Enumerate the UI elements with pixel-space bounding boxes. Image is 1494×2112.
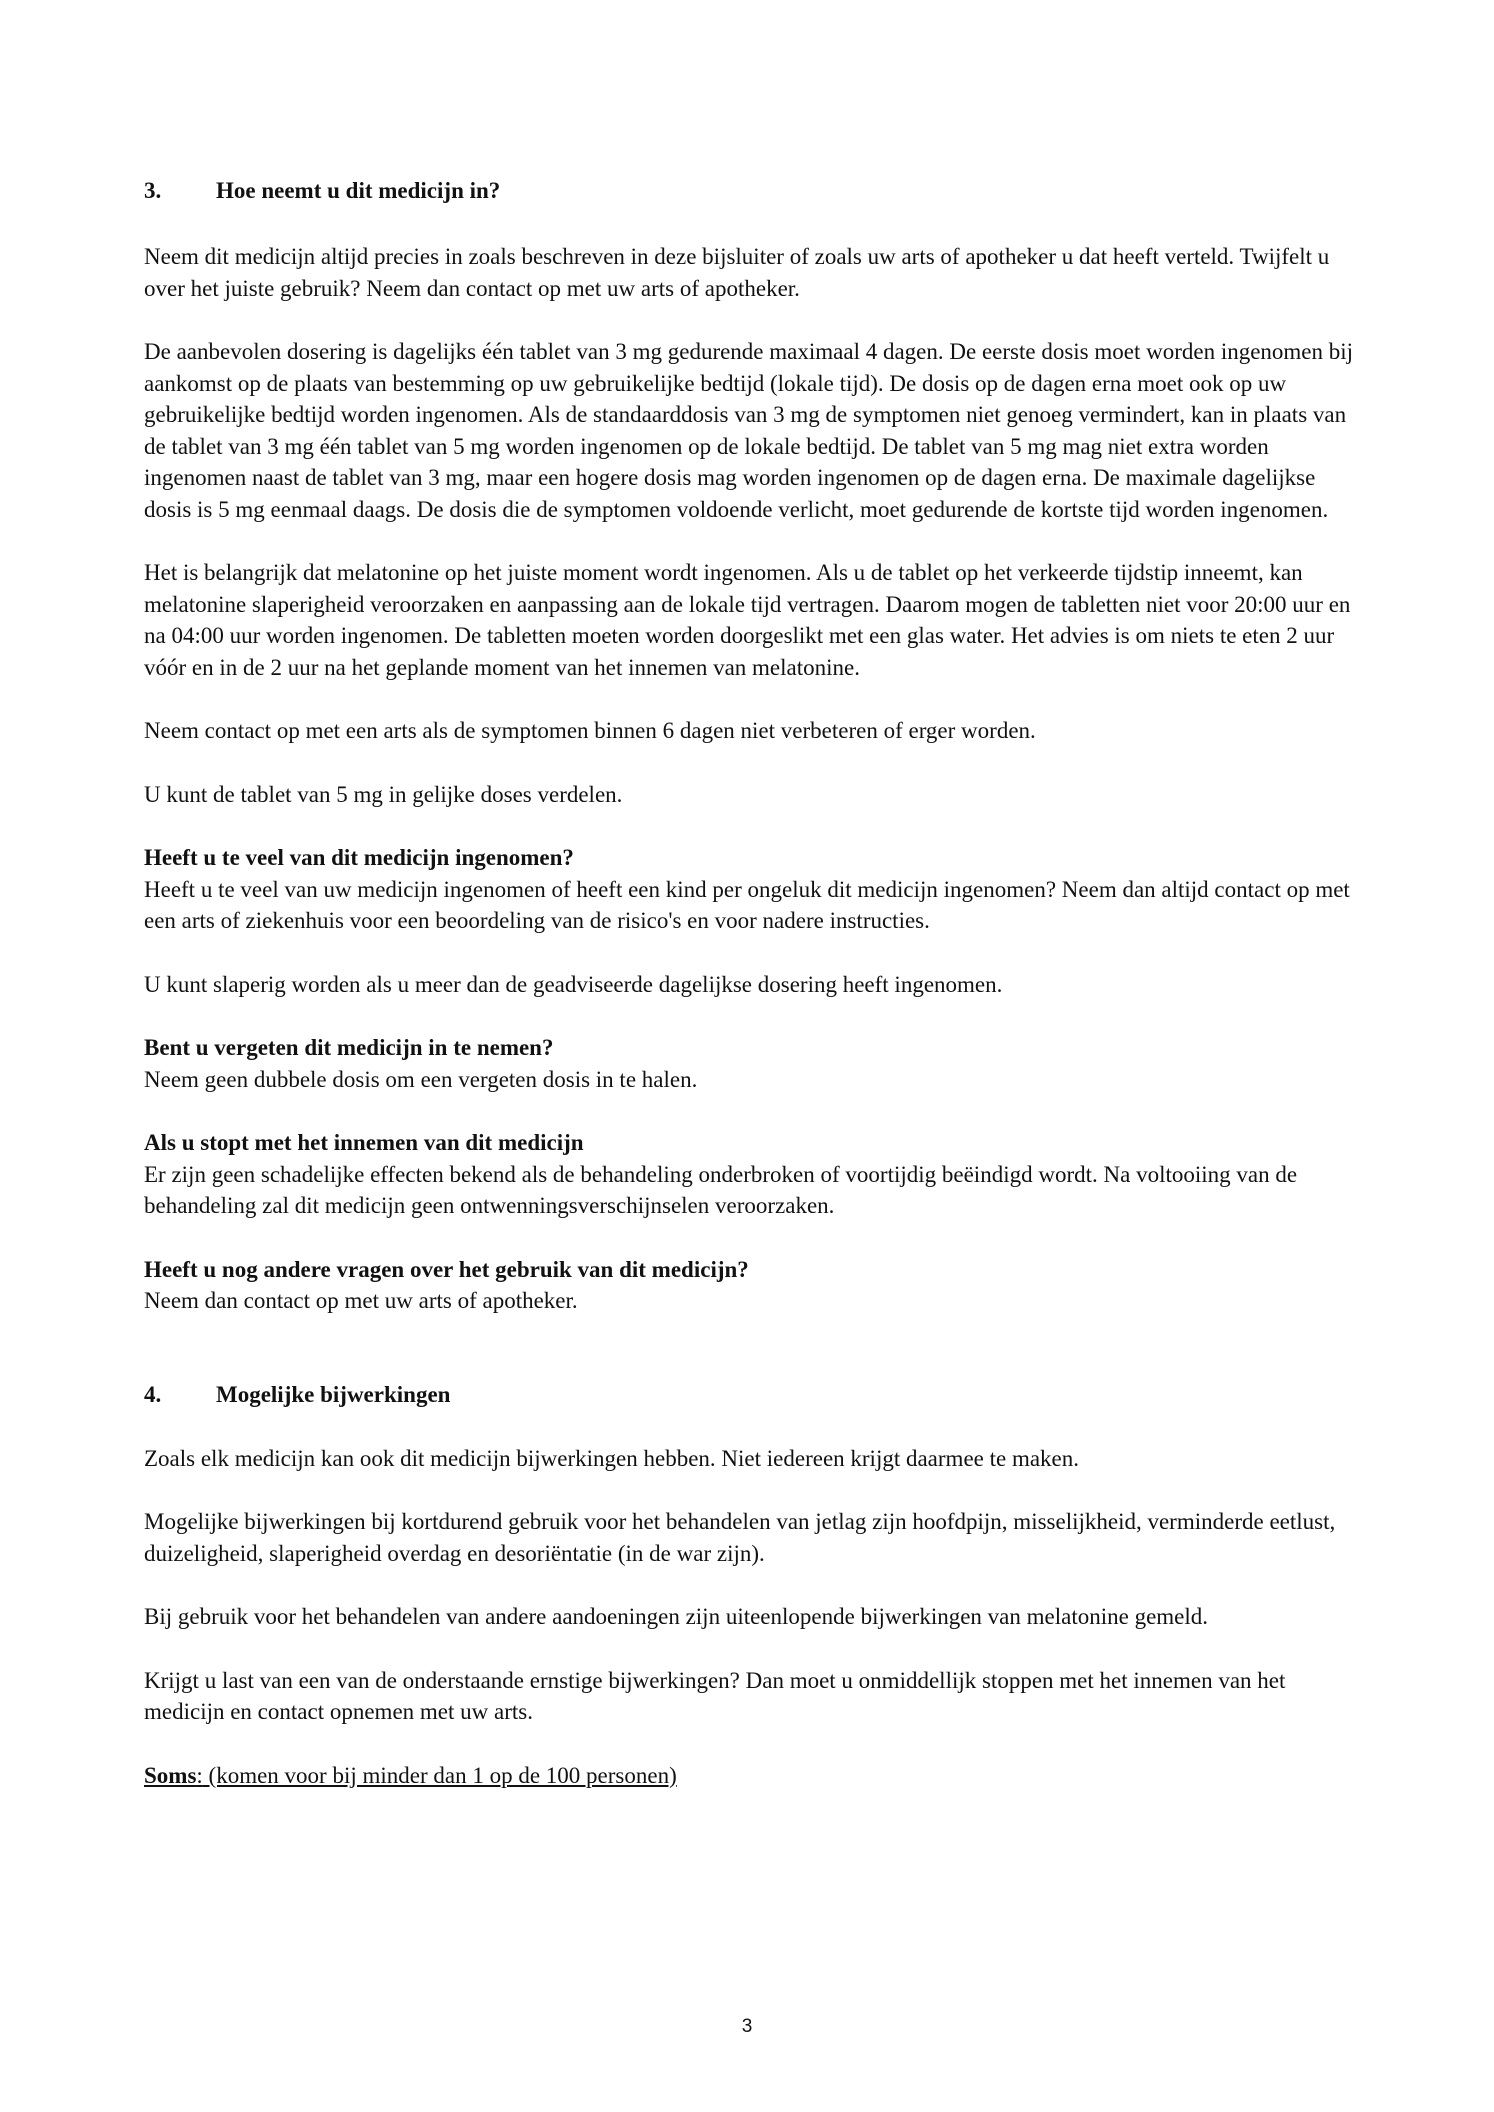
section-4-paragraph-1: Zoals elk medicijn kan ook dit medicijn bijwerkingen hebben. Niet iedereen krijgt daarmee te maken. <box>144 1445 1080 1471</box>
stop-text: Er zijn geen schadelijke effecten bekend als de behandeling onderbroken of voortijdig beëindigd wordt. Na voltooiing van de behandeling zal dit medicijn geen ontwenningsverschijnselen veroorzaken. <box>144 1161 1298 1218</box>
section-3-number: 3. <box>144 178 162 203</box>
section-3-heading <box>144 175 1354 207</box>
overdose-text: Heeft u te veel van uw medicijn ingenomen of heeft een kind per ongeluk dit medicijn ingenomen? Neem dan altijd contact op met een arts of ziekenhuis voor een beoordeling van de risico's en voor nadere instructies. <box>144 876 1350 933</box>
page-number: 3 <box>741 2016 753 2037</box>
section-4-title: Mogelijke bijwerkingen <box>216 1381 451 1407</box>
section-4-heading <box>144 1379 1354 1411</box>
section-3-paragraph-dosage: De aanbevolen dosering is dagelijks één tablet van 3 mg gedurende maximaal 4 dagen. De eerste dosis moet worden ingenomen bij aankomst op de plaats van bestemming op uw gebruikelijke bedtijd (lokale tijd). De dosis op de dagen erna moet ook op uw gebruikelijke bedtijd worden ingenomen. Als de standaarddosis van 3 mg de symptomen niet genoeg vermindert, kan in plaats van de tablet van 3 mg één tablet van 5 mg worden ingenomen op de lokale bedtijd. De tablet van 5 mg mag niet extra worden ingenomen naast de tablet van 3 mg, maar een hogere dosis mag worden ingenomen op de dagen erna. De maximale dagelijkse dosis is 5 mg eenmaal daags. De dosis die de symptomen voldoende verlicht, moet gedurende de kortste tijd worden ingenomen. <box>144 339 1354 522</box>
section-3-paragraph-contact: Neem contact op met een arts als de symptomen binnen 6 dagen niet verbeteren of erger worden. <box>144 718 1036 743</box>
section-3-paragraph-timing: Het is belangrijk dat melatonine op het juiste moment wordt ingenomen. Als u de tablet op het verkeerde tijdstip inneemt, kan melatonine slaperigheid veroorzaken en aanpassing aan de lokale tijd vertragen. Daarom mogen de tabletten niet voor 20:00 uur en na 04:00 uur worden ingenomen. De tabletten moeten worden doorgeslikt met een glas water. Het advies is om niets te eten 2 uur vóór en in de 2 uur na het geplande moment van het innemen van melatonine. <box>144 560 1351 680</box>
section-4-paragraph-other: Bij gebruik voor het behandelen van andere aandoeningen zijn uiteenlopende bijwerkingen van melatonine gemeld. <box>144 1604 1209 1629</box>
section-3-paragraph-1: Neem dit medicijn altijd precies in zoals beschreven in deze bijsluiter of zoals uw arts of apotheker u dat heeft verteld. Twijfelt u over het juiste gebruik? Neem dan contact op met uw arts of apotheker. <box>144 244 1330 301</box>
questions-heading: Heeft u nog andere vragen over het gebruik van dit medicijn? <box>144 1256 749 1282</box>
forgot-text: Neem geen dubbele dosis om een vergeten dosis in te halen. <box>144 1066 698 1092</box>
section-4-paragraph-serious: Krijgt u last van een van de onderstaande ernstige bijwerkingen? Dan moet u onmiddellijk stoppen met het innemen van het medicijn en contact opnemen met uw arts. <box>144 1667 1286 1724</box>
frequency-soms-label: Soms <box>144 1762 197 1788</box>
stop-heading: Als u stopt met het innemen van dit medicijn <box>144 1130 584 1155</box>
section-3-title: Hoe neemt u dit medicijn in? <box>216 178 501 203</box>
section-4-paragraph-jetlag: Mogelijke bijwerkingen bij kortdurend gebruik voor het behandelen van jetlag zijn hoofdpijn, misselijkheid, verminderde eetlust, duizeligheid, slaperigheid overdag en desoriëntatie (in de war zijn). <box>144 1509 1336 1566</box>
section-4-number: 4. <box>144 1381 162 1407</box>
document-page <box>144 175 1354 1791</box>
frequency-soms-line <box>144 1760 1354 1792</box>
overdose-heading: Heeft u te veel van dit medicijn ingenomen? <box>144 845 574 870</box>
frequency-soms-text: (komen voor bij minder dan 1 op de 100 personen) <box>202 1762 677 1788</box>
overdose-text-2: U kunt slaperig worden als u meer dan de geadviseerde dagelijkse dosering heeft ingenomen. <box>144 971 1003 997</box>
section-3-paragraph-split: U kunt de tablet van 5 mg in gelijke doses verdelen. <box>144 781 623 807</box>
frequency-soms-colon: : <box>196 1762 203 1788</box>
questions-text: Neem dan contact op met uw arts of apotheker. <box>144 1288 578 1313</box>
forgot-heading: Bent u vergeten dit medicijn in te nemen? <box>144 1035 554 1060</box>
